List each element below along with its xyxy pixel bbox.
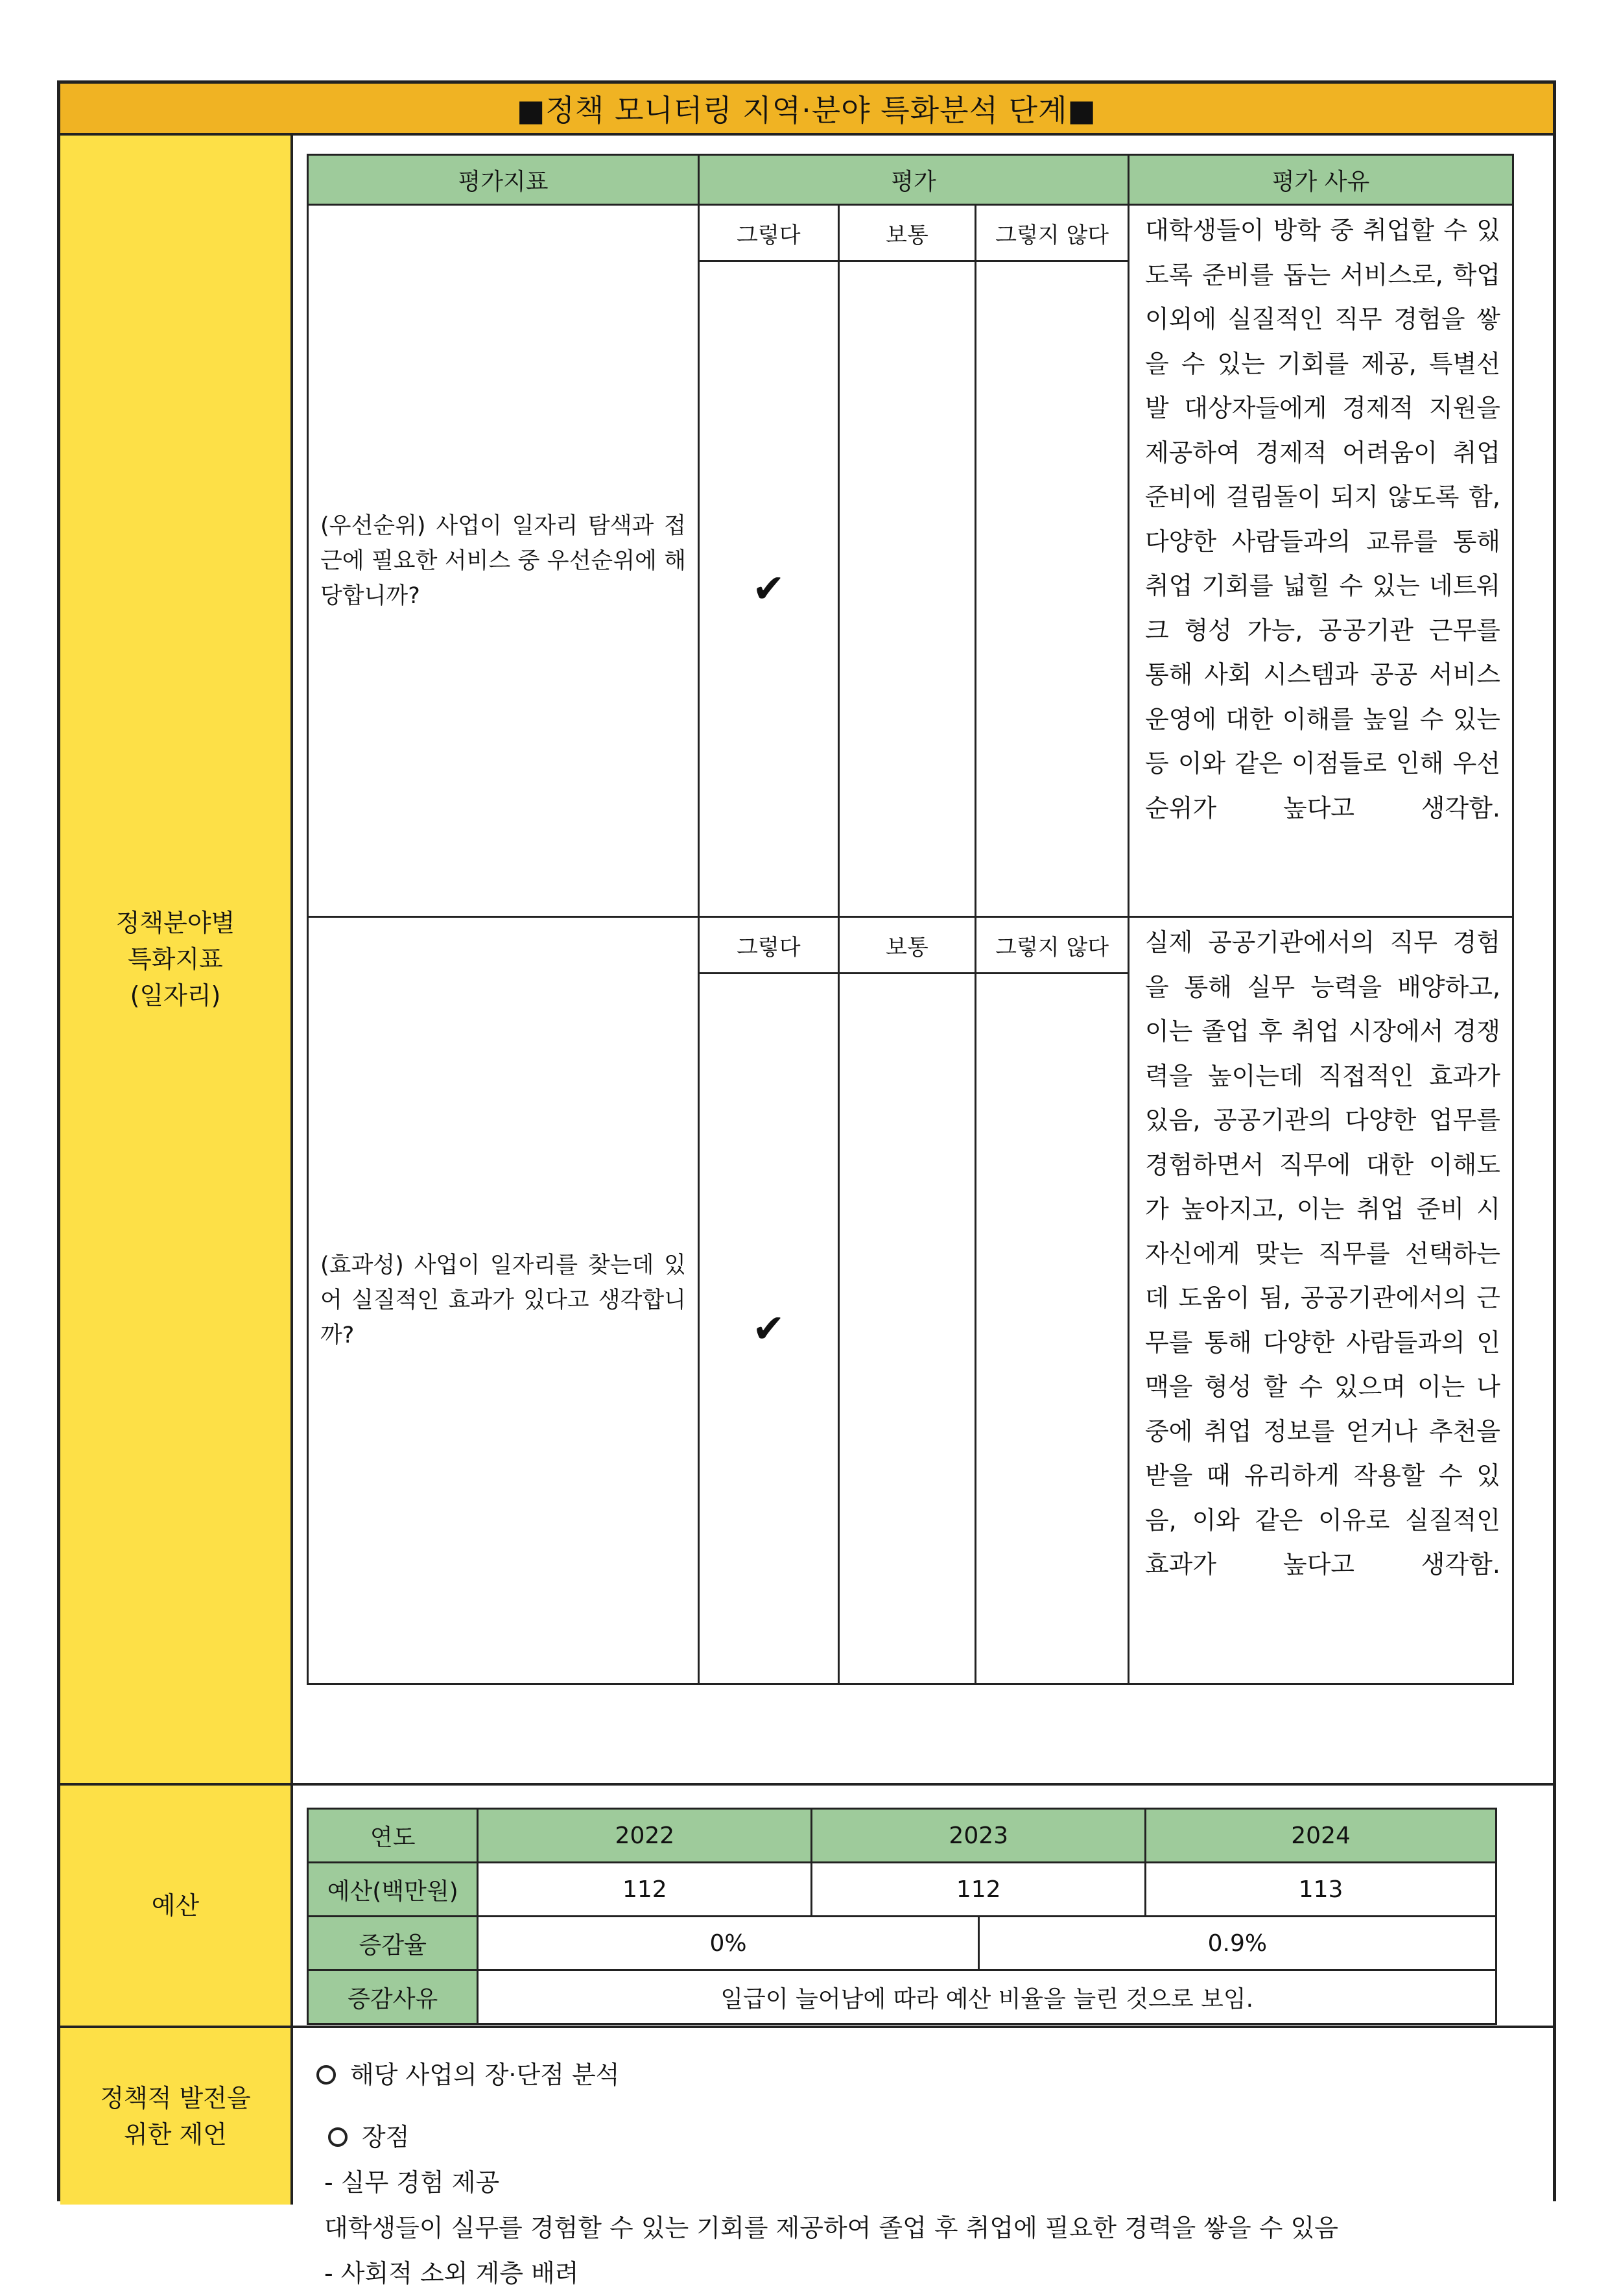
header-evaluation: 평가 (699, 155, 1129, 205)
check-icon: ✔ (752, 566, 785, 612)
check-no-cell[interactable] (976, 974, 1129, 1684)
budget-reason-label: 증감사유 (308, 1970, 478, 2024)
indicator-label-line: (일자리) (130, 981, 221, 1010)
budget-year: 2024 (1146, 1809, 1496, 1863)
option-no: 그렇지 않다 (976, 205, 1129, 261)
option-yes: 그렇다 (699, 205, 839, 261)
indicator-label-line: 정책분야별 (115, 909, 235, 937)
section-label-budget: 예산 (60, 1786, 293, 2028)
proposal-line: - 실무 경험 제공 (324, 2168, 500, 2197)
check-icon: ✔ (752, 1306, 785, 1352)
question-priority: (우선순위) 사업이 일자리 탐색과 접근에 필요한 서비스 중 우선순위에 해당합니까? (308, 205, 699, 917)
check-neutral-cell[interactable] (838, 261, 976, 917)
proposal-subheading: 장점 (316, 2114, 1338, 2160)
proposal-heading: 해당 사업의 장·단점 분석 (316, 2052, 1338, 2098)
budget-rate-label: 증감율 (308, 1917, 478, 1970)
header-indicator: 평가지표 (308, 155, 699, 205)
budget-amount: 112 (478, 1863, 812, 1917)
budget-year: 2023 (812, 1809, 1146, 1863)
page-title: ■정책 모니터링 지역·분야 특화분석 단계■ (60, 84, 1553, 136)
reason-effectiveness: 실제 공공기관에서의 직무 경험을 통해 실무 능력을 배양하고, 이는 졸업 후 취업 시장에서 경쟁력을 높이는데 직접적인 효과가 있음, 공공기관의 다양한 업무를 경험하면서 직무에 대한 이해도가 높아지고, 이는 취업 준비 시 자신에게 맞는 직무를 선택하는 데 도움이 됨, 공공기관에서의 근무를 통해 다양한 사람들과의 인맥을 형성 할 수 있으며 이는 나중에 취업 정보를 얻거나 추천을 받을 때 유리하게 작용할 수 있음, 이와 같은 이유로 실질적인 효과가 높다고 생각함. (1128, 917, 1513, 1684)
option-yes: 그렇다 (699, 917, 839, 974)
budget-amount-label: 예산(백만원) (308, 1863, 478, 1917)
budget-amount: 112 (812, 1863, 1146, 1917)
budget-rate: 0% (478, 1917, 978, 1970)
proposal-line: 대학생들이 실무를 경험할 수 있는 기회를 제공하여 졸업 후 취업에 필요한 경력을 쌓을 수 있음 (324, 2214, 1339, 2242)
check-no-cell[interactable] (976, 261, 1129, 917)
option-no: 그렇지 않다 (976, 917, 1129, 974)
proposal-line: - 사회적 소외 계층 배려 (324, 2259, 579, 2288)
proposal-content (316, 2052, 1338, 2296)
check-yes-cell[interactable] (699, 261, 839, 917)
budget-rate: 0.9% (978, 1917, 1496, 1970)
section-label-proposal (60, 2028, 293, 2205)
circle-bullet-icon (328, 2127, 348, 2147)
check-neutral-cell[interactable] (838, 974, 976, 1684)
section-label-indicator (60, 136, 293, 1786)
evaluation-table (307, 154, 1514, 1685)
budget-reason: 일급이 늘어남에 따라 예산 비율을 늘린 것으로 보임. (478, 1970, 1496, 2024)
section-divider (290, 1783, 1553, 1786)
question-effectiveness: (효과성) 사업이 일자리를 찾는데 있어 실질적인 효과가 있다고 생각합니까? (308, 917, 699, 1684)
indicator-label-line: 특화지표 (128, 945, 223, 974)
circle-bullet-icon (316, 2065, 336, 2085)
budget-amount: 113 (1146, 1863, 1496, 1917)
reason-priority: 대학생들이 방학 중 취업할 수 있도록 준비를 돕는 서비스로, 학업 이외에 실질적인 직무 경험을 쌓을 수 있는 기회를 제공, 특별선발 대상자들에게 경제적 지원을 제공하여 경제적 어려움이 취업 준비에 걸림돌이 되지 않도록 함, 다양한 사람들과의 교류를 통해 취업 기회를 넓힐 수 있는 네트워크 형성 가능, 공공기관 근무를 통해 사회 시스템과 공공 서비스 운영에 대한 이해를 높일 수 있는 등 이와 같은 이점들로 인해 우선순위가 높다고 생각함. (1128, 205, 1513, 917)
section-divider (290, 2026, 1553, 2028)
budget-year-label: 연도 (308, 1809, 478, 1863)
proposal-label-line: 위한 제언 (124, 2120, 227, 2149)
policy-monitoring-form (57, 80, 1556, 2288)
budget-year: 2022 (478, 1809, 812, 1863)
header-reason: 평가 사유 (1128, 155, 1513, 205)
check-yes-cell[interactable] (699, 974, 839, 1684)
option-neutral: 보통 (838, 917, 976, 974)
proposal-label-line: 정책적 발전을 (100, 2084, 251, 2112)
budget-table (307, 1808, 1497, 2025)
option-neutral: 보통 (838, 205, 976, 261)
